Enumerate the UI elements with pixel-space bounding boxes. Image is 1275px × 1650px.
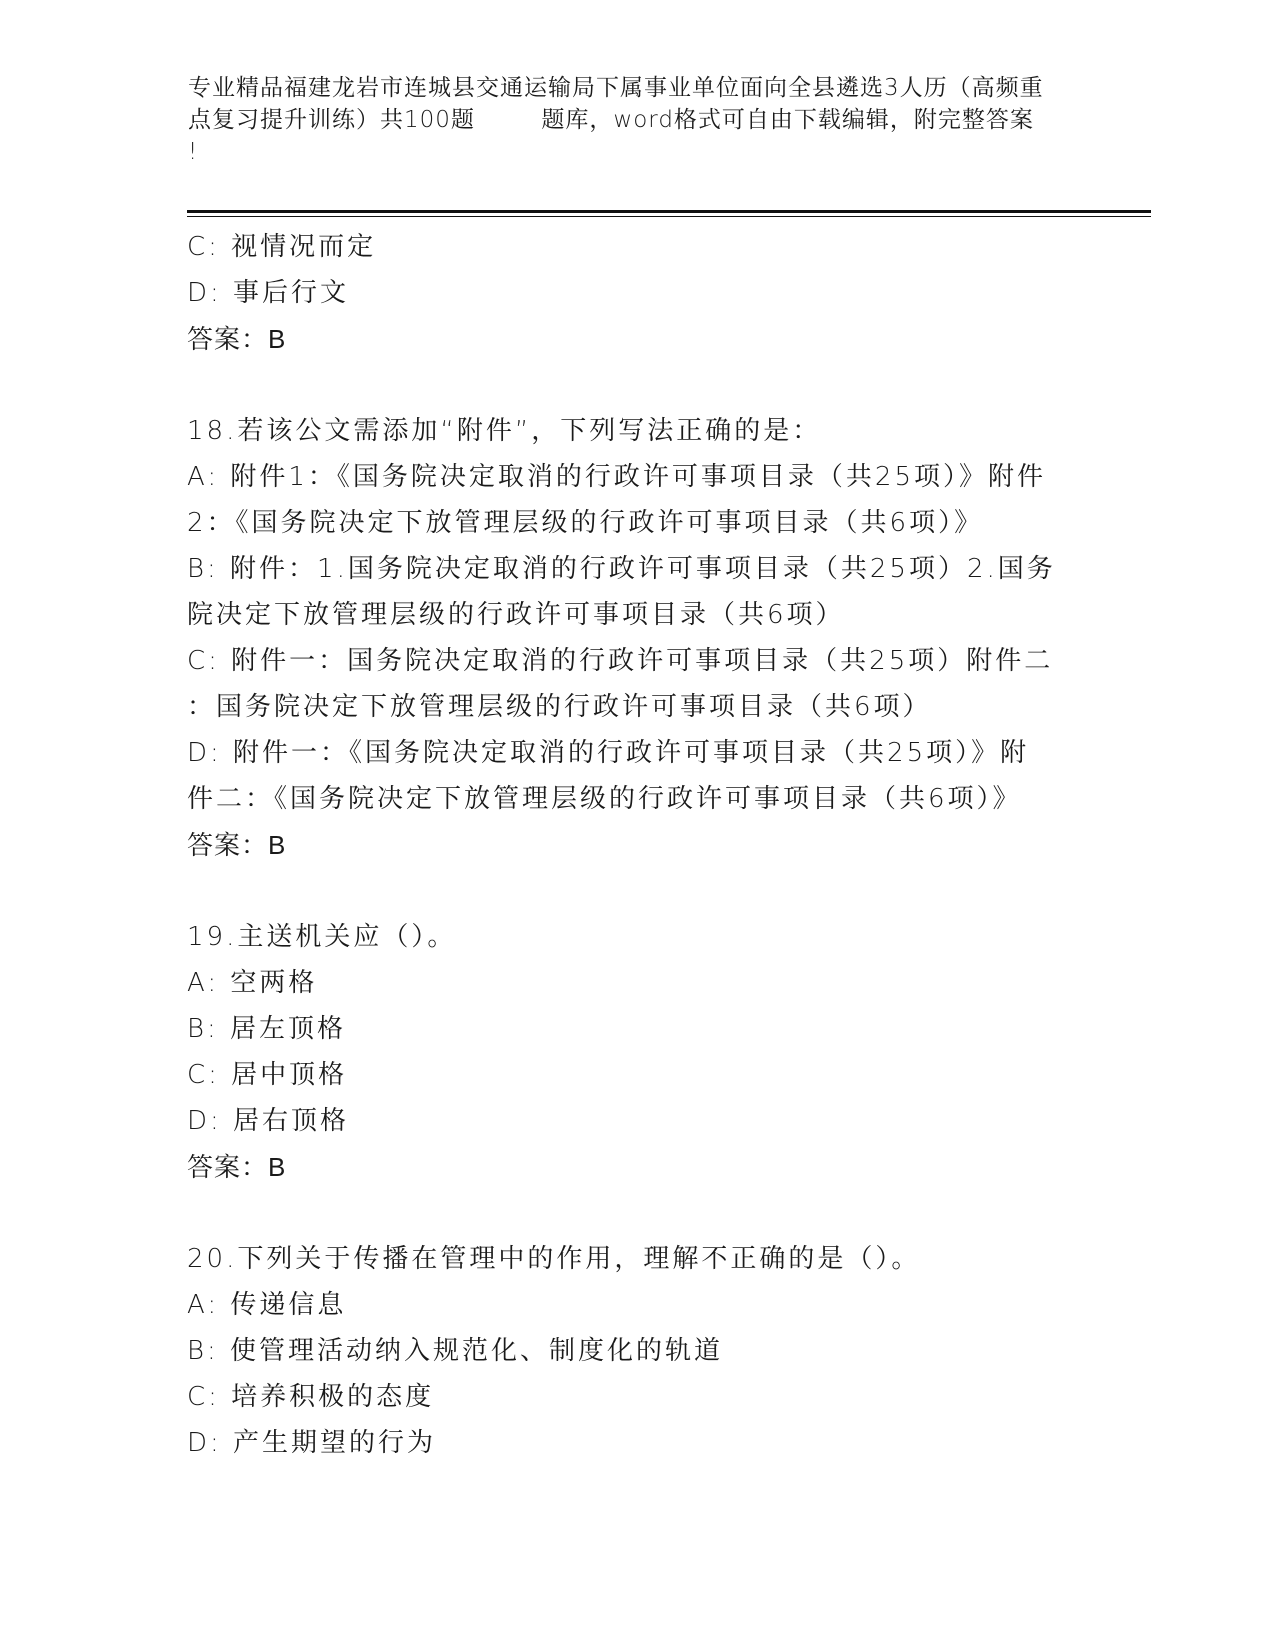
header-divider-thin — [187, 216, 1151, 217]
document-header — [188, 72, 1088, 168]
question-18 — [187, 408, 1087, 868]
option-a-line-1: A: 附件1：《国务院决定取消的行政许可事项目录（共25项）》附件 — [187, 462, 1046, 492]
option-c: C: 培养积极的态度 — [187, 1382, 435, 1412]
header-line-3: ! — [188, 139, 199, 165]
option-d-line-2: 件二：《国务院决定下放管理层级的行政许可事项目录（共6项）》 — [187, 784, 1022, 814]
option-a: A: 空两格 — [187, 968, 318, 998]
option-b: B: 使管理活动纳入规范化、制度化的轨道 — [187, 1336, 724, 1366]
answer: 答案：B — [187, 1152, 287, 1182]
question-stem: 20.下列关于传播在管理中的作用，理解不正确的是（）。 — [187, 1244, 921, 1274]
option-d: D: 居右顶格 — [187, 1106, 350, 1136]
question-19 — [187, 914, 1087, 1190]
question-stem: 18.若该公文需添加“附件”，下列写法正确的是： — [187, 416, 822, 446]
option-d: D: 产生期望的行为 — [187, 1428, 437, 1458]
question-20 — [187, 1236, 1087, 1466]
spacer — [187, 362, 1087, 408]
question-stem: 19.主送机关应（）。 — [187, 922, 457, 952]
option-d: D: 事后行文 — [187, 278, 350, 308]
answer: 答案：B — [187, 324, 287, 354]
question-content — [187, 224, 1087, 1466]
header-line-2: 点复习提升训练）共100题 题库，word格式可自由下载编辑，附完整答案 — [188, 107, 1034, 133]
spacer — [187, 1190, 1087, 1236]
option-b-line-1: B: 附件：1.国务院决定取消的行政许可事项目录（共25项）2.国务 — [187, 554, 1056, 584]
option-c-line-1: C: 附件一：国务院决定取消的行政许可事项目录（共25项）附件二 — [187, 646, 1054, 676]
option-b-line-2: 院决定下放管理层级的行政许可事项目录（共6项） — [187, 600, 845, 630]
spacer — [187, 868, 1087, 914]
option-b: B: 居左顶格 — [187, 1014, 347, 1044]
option-c: C: 视情况而定 — [187, 232, 377, 262]
question-17-tail — [187, 224, 1087, 362]
header-line-1: 专业精品福建龙岩市连城县交通运输局下属事业单位面向全县遴选3人历（高频重 — [188, 75, 1044, 101]
option-a: A: 传递信息 — [187, 1290, 347, 1320]
option-c-line-2: ：国务院决定下放管理层级的行政许可事项目录（共6项） — [187, 692, 932, 722]
option-a-line-2: 2：《国务院决定下放管理层级的行政许可事项目录（共6项）》 — [187, 508, 984, 538]
answer: 答案：B — [187, 830, 287, 860]
header-divider-thick — [187, 210, 1151, 213]
option-d-line-1: D: 附件一：《国务院决定取消的行政许可事项目录（共25项）》附 — [187, 738, 1030, 768]
option-c: C: 居中顶格 — [187, 1060, 348, 1090]
